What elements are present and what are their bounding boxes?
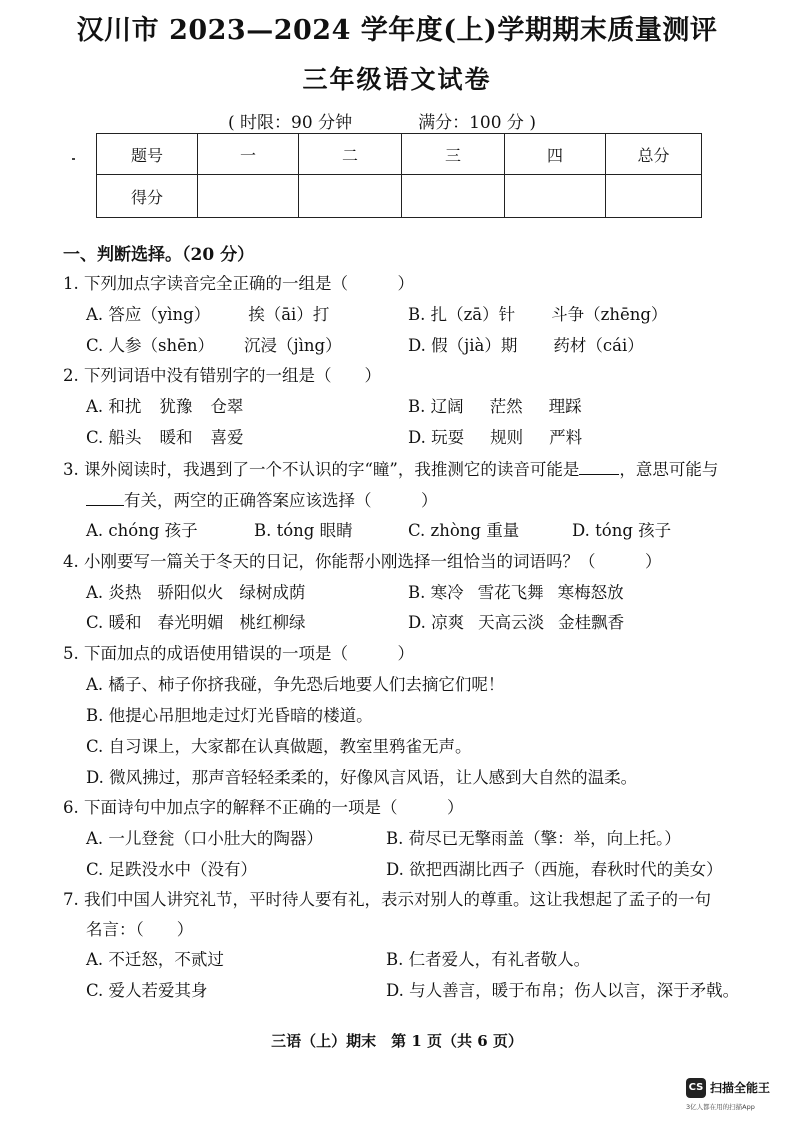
option-part: 天高云淡 <box>478 613 545 632</box>
question-option <box>408 609 624 633</box>
page-subtitle: 三年级语文试卷 <box>302 65 492 94</box>
option-part: 药材（cái） <box>553 336 644 355</box>
option-part: 沉浸（jìng） <box>244 336 342 355</box>
option-part: 骄阳似火 <box>157 583 224 602</box>
score-input-cell[interactable] <box>505 175 606 218</box>
question-stem: 2. 下列词语中没有错别字的一组是（ ） <box>63 366 381 385</box>
question-option: A. 橘子、柿子你挤我碰，争先恐后地要人们去摘它们呢！ <box>86 675 505 694</box>
question-option: A. 一儿登瓮（口小肚大的陶器） <box>86 829 323 848</box>
answer-blank[interactable] <box>579 460 619 475</box>
question-stem: 6. 下面诗句中加点字的解释不正确的一项是（ ） <box>63 798 464 817</box>
score-cell: 四 <box>505 134 606 175</box>
option-part: 斗争（zhēng） <box>551 305 668 324</box>
time-limit: ( 时限：90 分钟 <box>228 113 353 133</box>
score-input-cell[interactable] <box>299 175 402 218</box>
option-part: B. 扎（zā）针 <box>408 305 516 324</box>
option-part: 寒梅怒放 <box>557 583 624 602</box>
score-row-label: 得分 <box>97 175 198 218</box>
option-part: 雪花飞舞 <box>477 583 544 602</box>
option-part: 犹豫 <box>159 397 193 416</box>
question-stem <box>63 456 718 480</box>
stem-text: ，意思可能与 <box>619 460 719 479</box>
full-marks: 满分：100 分 ) <box>418 113 536 133</box>
question-option <box>408 393 582 417</box>
option-part: 喜爱 <box>210 428 244 447</box>
question-stem: 7. 我们中国人讲究礼节，平时待人要有礼，表示对别人的尊重。这让我想起了孟子的一句 <box>63 890 711 909</box>
option-part: B. 辽阔 <box>408 397 464 416</box>
question-stem: 1. 下列加点字读音完全正确的一组是（ ） <box>63 274 414 293</box>
question-option: C. 爱人若爱其身 <box>86 981 208 1000</box>
score-cell: 一 <box>198 134 299 175</box>
exam-meta <box>228 108 536 133</box>
score-input-cell[interactable] <box>606 175 702 218</box>
question-stem <box>86 487 438 511</box>
scanner-watermark <box>686 1078 786 1116</box>
question-option: A. chóng 孩子 <box>86 521 198 540</box>
stem-text: 3. 课外阅读时，我遇到了一个不认识的字“瞳”，我推测它的读音可能是 <box>63 460 580 479</box>
question-stem: 名言：（ ） <box>86 920 194 939</box>
option-part: C. 人参（shēn） <box>86 336 215 355</box>
option-part: B. 寒冷 <box>408 583 464 602</box>
question-option <box>86 393 243 417</box>
question-option: C. zhòng 重量 <box>408 521 520 540</box>
question-option <box>408 579 624 603</box>
score-input-cell[interactable] <box>402 175 505 218</box>
page-footer: 三语（上）期末 第 1 页（共 6 页） <box>271 1032 523 1050</box>
question-option: D. 与人善言，暖于布帛；伤人以言，深于矛戟。 <box>386 981 740 1000</box>
option-part: A. 答应（yìng） <box>86 305 211 324</box>
question-option <box>86 301 329 325</box>
question-option: B. tóng 眼睛 <box>254 521 353 540</box>
question-option <box>408 332 644 356</box>
option-part: 暖和 <box>159 428 193 447</box>
option-part: D. 凉爽 <box>408 613 465 632</box>
option-part: 仓翠 <box>210 397 244 416</box>
option-part: 春光明媚 <box>157 613 224 632</box>
camscanner-logo-icon: CS <box>686 1078 706 1098</box>
score-table-header-row <box>97 134 702 175</box>
score-table-score-row <box>97 175 702 218</box>
score-cell: 题号 <box>97 134 198 175</box>
score-cell: 二 <box>299 134 402 175</box>
option-part: 规则 <box>490 428 524 447</box>
question-option <box>408 301 667 325</box>
option-part: D. 玩耍 <box>408 428 465 447</box>
question-option: D. tóng 孩子 <box>572 521 672 540</box>
question-stem: 4. 小刚要写一篇关于冬天的日记，你能帮小刚选择一组恰当的词语吗？（ ） <box>63 552 662 571</box>
section-heading: 一、判断选择。（20 分） <box>63 245 255 265</box>
score-table <box>96 133 702 218</box>
option-part: 挨（āi）打 <box>248 305 330 324</box>
option-part: 绿树成荫 <box>239 583 306 602</box>
score-input-cell[interactable] <box>198 175 299 218</box>
option-part: 理踩 <box>548 397 582 416</box>
question-option: A. 不迁怒，不贰过 <box>86 950 224 969</box>
question-option: D. 微风拂过，那声音轻轻柔柔的，好像风言风语，让人感到大自然的温柔。 <box>86 768 638 787</box>
option-part: 桃红柳绿 <box>239 613 306 632</box>
option-part: A. 和扰 <box>86 397 142 416</box>
question-option: B. 他提心吊胆地走过灯光昏暗的楼道。 <box>86 706 373 725</box>
question-option: C. 自习课上，大家都在认真做题，教室里鸦雀无声。 <box>86 737 472 756</box>
question-option: B. 荷尽已无擎雨盖（擎：举，向上托。） <box>386 829 681 848</box>
score-cell: 总分 <box>606 134 702 175</box>
stem-text: 有关，两空的正确答案应该选择（ ） <box>124 491 438 510</box>
option-part: 茫然 <box>489 397 523 416</box>
question-option <box>86 579 305 603</box>
option-part: C. 暖和 <box>86 613 142 632</box>
question-option <box>86 332 342 356</box>
option-part: 金桂飘香 <box>558 613 625 632</box>
watermark-sub: 3亿人都在用的扫描App <box>686 1103 755 1111</box>
answer-blank[interactable] <box>86 491 124 506</box>
question-option: B. 仁者爱人，有礼者敬人。 <box>386 950 591 969</box>
option-part: C. 船头 <box>86 428 142 447</box>
question-option <box>86 424 244 448</box>
option-part: D. 假（jià）期 <box>408 336 518 355</box>
option-part: A. 炎热 <box>86 583 142 602</box>
question-stem: 5. 下面加点的成语使用错误的一项是（ ） <box>63 644 414 663</box>
scan-mark <box>72 158 75 160</box>
score-cell: 三 <box>402 134 505 175</box>
question-option: D. 欲把西湖比西子（西施，春秋时代的美女） <box>386 860 723 879</box>
watermark-name: 扫描全能王 <box>710 1081 771 1095</box>
page-title: 汉川市 2023—2024 学年度(上)学期期末质量测评 <box>76 15 718 46</box>
question-option <box>86 609 306 633</box>
question-option <box>408 424 582 448</box>
option-part: 严料 <box>549 428 583 447</box>
question-option: C. 足跌没水中（没有） <box>86 860 258 879</box>
